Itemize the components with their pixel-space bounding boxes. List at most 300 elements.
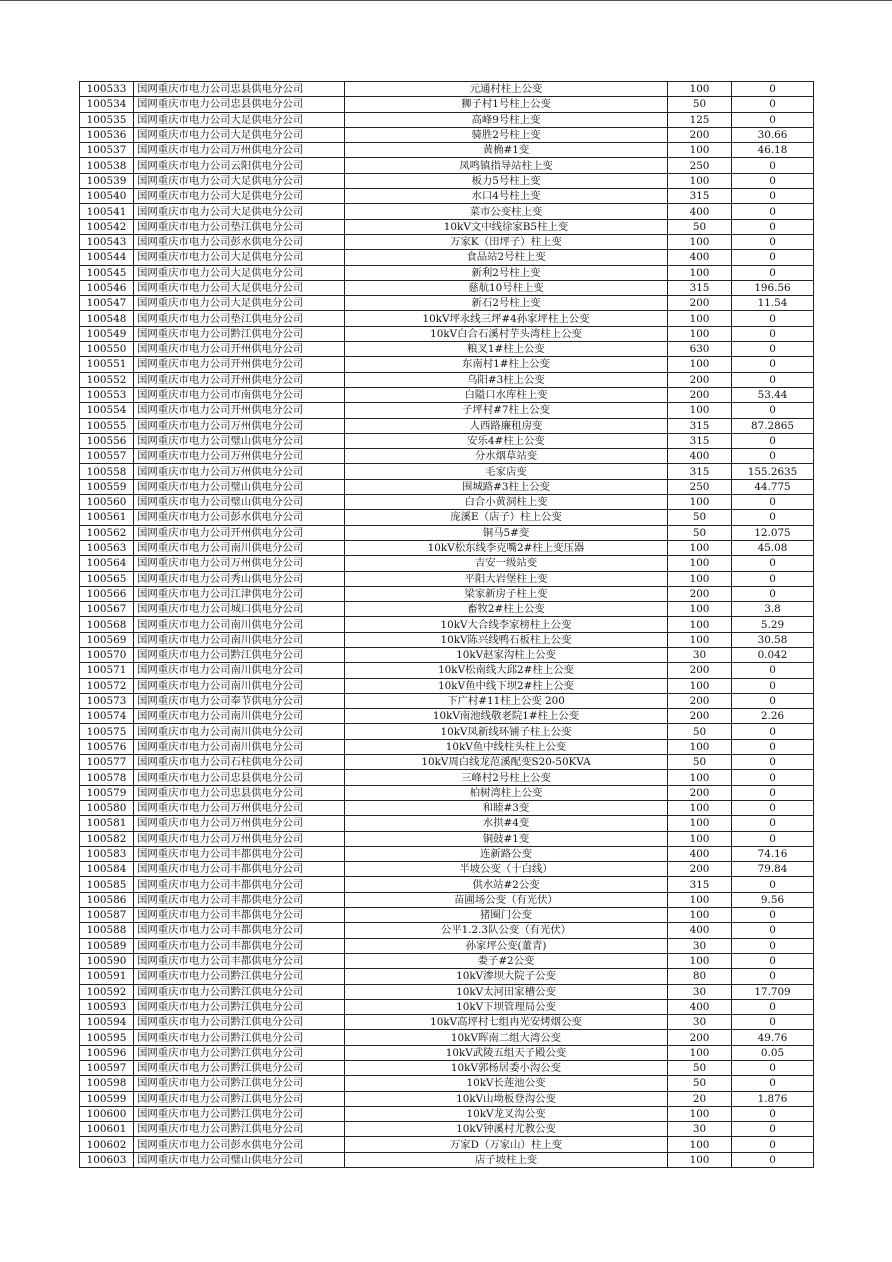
row-id-cell: 100537 [80,143,134,158]
row-id-cell: 100557 [80,449,134,464]
table-row [80,510,814,525]
row-id-cell: 100562 [80,525,134,540]
table-row [80,984,814,999]
row-id-cell: 100585 [80,877,134,892]
table-row [80,647,814,662]
company-cell: 国网重庆市电力公司黔江供电分公司 [134,1030,345,1045]
capacity-cell: 30 [668,984,732,999]
capacity-cell: 315 [668,418,732,433]
capacity-cell: 200 [668,586,732,601]
transformer-name-cell: 10kV鱼中线柱头柱上公变 [345,739,668,754]
table-row [80,250,814,265]
transformer-name-cell: 半坡公变（十白线） [345,862,668,877]
table-row [80,969,814,984]
table-row [80,632,814,647]
row-id-cell: 100558 [80,464,134,479]
value-cell: 17.709 [732,984,814,999]
table-row [80,1137,814,1152]
transformer-name-cell: 10kV下坝管理局公变 [345,999,668,1014]
transformer-name-cell: 围城路#3柱上公变 [345,479,668,494]
company-cell: 国网重庆市电力公司南川供电分公司 [134,663,345,678]
row-id-cell: 100577 [80,755,134,770]
table-row [80,1061,814,1076]
company-cell: 国网重庆市电力公司忠县供电分公司 [134,97,345,112]
table-row [80,556,814,571]
row-id-cell: 100591 [80,969,134,984]
row-id-cell: 100554 [80,403,134,418]
capacity-cell: 400 [668,204,732,219]
capacity-cell: 315 [668,877,732,892]
table-row [80,357,814,372]
capacity-cell: 200 [668,785,732,800]
transformer-name-cell: 10kV晖南二组大湾公变 [345,1030,668,1045]
row-id-cell: 100582 [80,831,134,846]
company-cell: 国网重庆市电力公司大足供电分公司 [134,112,345,127]
table-row [80,97,814,112]
company-cell: 国网重庆市电力公司南川供电分公司 [134,678,345,693]
table-row [80,234,814,249]
company-cell: 国网重庆市电力公司黔江供电分公司 [134,647,345,662]
value-cell: 155.2635 [732,464,814,479]
capacity-cell: 100 [668,908,732,923]
value-cell: 87.2865 [732,418,814,433]
transformer-name-cell: 白隘口水库柱上变 [345,387,668,402]
capacity-cell: 200 [668,663,732,678]
company-cell: 国网重庆市电力公司璧山供电分公司 [134,433,345,448]
transformer-name-cell: 骑胜2号柱上变 [345,127,668,142]
capacity-cell: 200 [668,693,732,708]
table-row [80,724,814,739]
row-id-cell: 100535 [80,112,134,127]
table-row [80,617,814,632]
row-id-cell: 100547 [80,296,134,311]
table-row [80,204,814,219]
transformer-name-cell: 10kV龙叉沟公变 [345,1106,668,1121]
value-cell: 0 [732,495,814,510]
transformer-name-cell: 慈航10号柱上变 [345,280,668,295]
capacity-cell: 250 [668,158,732,173]
table-row [80,387,814,402]
value-cell: 74.16 [732,846,814,861]
transformer-name-cell: 店子坡柱上变 [345,1152,668,1167]
capacity-cell: 200 [668,862,732,877]
value-cell: 0 [732,693,814,708]
capacity-cell: 50 [668,97,732,112]
transformer-name-cell: 梁家新房子柱上变 [345,586,668,601]
company-cell: 国网重庆市电力公司开州供电分公司 [134,525,345,540]
transformer-name-cell: 食品站2号柱上变 [345,250,668,265]
row-id-cell: 100545 [80,265,134,280]
transformer-name-cell: 和睦#3变 [345,800,668,815]
company-cell: 国网重庆市电力公司垫江供电分公司 [134,219,345,234]
transformer-name-cell: 东南村1#柱上公变 [345,357,668,372]
table-row [80,877,814,892]
value-cell: 0 [732,173,814,188]
row-id-cell: 100593 [80,999,134,1014]
table-row [80,953,814,968]
row-id-cell: 100594 [80,1015,134,1030]
row-id-cell: 100597 [80,1061,134,1076]
value-cell: 0 [732,82,814,97]
value-cell: 0 [732,234,814,249]
capacity-cell: 200 [668,709,732,724]
value-cell: 0 [732,969,814,984]
capacity-cell: 250 [668,479,732,494]
capacity-cell: 100 [668,540,732,555]
row-id-cell: 100533 [80,82,134,97]
table-row [80,1015,814,1030]
table-row [80,495,814,510]
table-row [80,143,814,158]
company-cell: 国网重庆市电力公司黔江供电分公司 [134,1122,345,1137]
capacity-cell: 100 [668,1106,732,1121]
capacity-cell: 50 [668,525,732,540]
row-id-cell: 100571 [80,663,134,678]
company-cell: 国网重庆市电力公司万州供电分公司 [134,418,345,433]
company-cell: 国网重庆市电力公司大足供电分公司 [134,189,345,204]
row-id-cell: 100579 [80,785,134,800]
table-row [80,663,814,678]
value-cell: 0 [732,938,814,953]
value-cell: 0 [732,342,814,357]
transformer-name-cell: 铜马5#变 [345,525,668,540]
transformer-name-cell: 三峰村2号柱上公变 [345,770,668,785]
capacity-cell: 400 [668,449,732,464]
capacity-cell: 100 [668,816,732,831]
capacity-cell: 100 [668,800,732,815]
transformer-name-cell: 水拱#4变 [345,816,668,831]
company-cell: 国网重庆市电力公司开州供电分公司 [134,357,345,372]
capacity-cell: 100 [668,632,732,647]
value-cell: 0 [732,724,814,739]
table-row [80,464,814,479]
table-row [80,892,814,907]
value-cell: 79.84 [732,862,814,877]
company-cell: 国网重庆市电力公司大足供电分公司 [134,204,345,219]
transformer-name-cell: 10kV长莲池公变 [345,1076,668,1091]
row-id-cell: 100603 [80,1152,134,1167]
value-cell: 3.8 [732,602,814,617]
value-cell: 0 [732,831,814,846]
table-row [80,280,814,295]
transformer-name-cell: 连新路公变 [345,846,668,861]
row-id-cell: 100598 [80,1076,134,1091]
row-id-cell: 100575 [80,724,134,739]
capacity-cell: 630 [668,342,732,357]
value-cell: 0 [732,678,814,693]
table-row [80,755,814,770]
transformer-name-cell: 子坪村#7柱上公变 [345,403,668,418]
value-cell: 30.66 [732,127,814,142]
table-row [80,127,814,142]
company-cell: 国网重庆市电力公司忠县供电分公司 [134,82,345,97]
capacity-cell: 50 [668,1076,732,1091]
value-cell: 0 [732,158,814,173]
capacity-cell: 100 [668,556,732,571]
row-id-cell: 100572 [80,678,134,693]
value-cell: 0 [732,97,814,112]
company-cell: 国网重庆市电力公司璧山供电分公司 [134,479,345,494]
transformer-name-cell: 10kV松南线大邱2#柱上公变 [345,663,668,678]
transformer-name-cell: 10kV钟溪村尤教公变 [345,1122,668,1137]
value-cell: 0 [732,403,814,418]
row-id-cell: 100570 [80,647,134,662]
table-row [80,1122,814,1137]
table-row [80,418,814,433]
transformer-name-cell: 柏树湾柱上公变 [345,785,668,800]
company-cell: 国网重庆市电力公司大足供电分公司 [134,296,345,311]
row-id-cell: 100601 [80,1122,134,1137]
transformer-name-cell: 板力5号柱上变 [345,173,668,188]
row-id-cell: 100540 [80,189,134,204]
capacity-cell: 50 [668,1061,732,1076]
capacity-cell: 400 [668,923,732,938]
table-row [80,709,814,724]
company-cell: 国网重庆市电力公司黔江供电分公司 [134,984,345,999]
table-row [80,571,814,586]
value-cell: 44.775 [732,479,814,494]
row-id-cell: 100565 [80,571,134,586]
transformer-name-cell: 铜鼓#1变 [345,831,668,846]
company-cell: 国网重庆市电力公司南川供电分公司 [134,540,345,555]
row-id-cell: 100590 [80,953,134,968]
company-cell: 国网重庆市电力公司万州供电分公司 [134,800,345,815]
row-id-cell: 100538 [80,158,134,173]
capacity-cell: 315 [668,189,732,204]
capacity-cell: 400 [668,999,732,1014]
value-cell: 0.05 [732,1045,814,1060]
transformer-name-cell: 10kV周白线龙范溪配变S20-50KVA [345,755,668,770]
transformer-name-cell: 10kV武陵五组天子殿公变 [345,1045,668,1060]
transformer-name-cell: 公平1.2.3队公变（有光伏） [345,923,668,938]
capacity-cell: 100 [668,173,732,188]
value-cell: 0 [732,785,814,800]
capacity-cell: 100 [668,143,732,158]
transformer-name-cell: 新石2号柱上变 [345,296,668,311]
company-cell: 国网重庆市电力公司南川供电分公司 [134,632,345,647]
table-row [80,999,814,1014]
company-cell: 国网重庆市电力公司丰都供电分公司 [134,938,345,953]
transformer-name-cell: 10kV赵家沟柱上公变 [345,647,668,662]
table-row [80,479,814,494]
row-id-cell: 100541 [80,204,134,219]
row-id-cell: 100587 [80,908,134,923]
transformer-name-cell: 白合小黄洞柱上变 [345,495,668,510]
capacity-cell: 100 [668,265,732,280]
row-id-cell: 100583 [80,846,134,861]
row-id-cell: 100576 [80,739,134,754]
row-id-cell: 100573 [80,693,134,708]
company-cell: 国网重庆市电力公司开州供电分公司 [134,342,345,357]
company-cell: 国网重庆市电力公司丰都供电分公司 [134,846,345,861]
value-cell: 0 [732,372,814,387]
capacity-cell: 100 [668,403,732,418]
row-id-cell: 100581 [80,816,134,831]
row-id-cell: 100551 [80,357,134,372]
table-row [80,816,814,831]
table-row [80,326,814,341]
value-cell: 53.44 [732,387,814,402]
value-cell: 0 [732,571,814,586]
table-row [80,938,814,953]
capacity-cell: 50 [668,510,732,525]
transformer-name-cell: 猪圈门公变 [345,908,668,923]
value-cell: 0 [732,326,814,341]
capacity-cell: 30 [668,647,732,662]
transformer-name-cell: 粮叉1#柱上公变 [345,342,668,357]
capacity-cell: 100 [668,678,732,693]
row-id-cell: 100578 [80,770,134,785]
company-cell: 国网重庆市电力公司丰都供电分公司 [134,908,345,923]
value-cell: 5.29 [732,617,814,632]
table-row [80,342,814,357]
capacity-cell: 30 [668,1015,732,1030]
value-cell: 0 [732,189,814,204]
transformer-name-cell: 10kV南池线敬老院1#柱上公变 [345,709,668,724]
value-cell: 0 [732,265,814,280]
capacity-cell: 200 [668,387,732,402]
row-id-cell: 100584 [80,862,134,877]
row-id-cell: 100552 [80,372,134,387]
value-cell: 0 [732,999,814,1014]
value-cell: 0 [732,204,814,219]
company-cell: 国网重庆市电力公司璧山供电分公司 [134,495,345,510]
value-cell: 0 [732,357,814,372]
row-id-cell: 100599 [80,1091,134,1106]
capacity-cell: 100 [668,234,732,249]
row-id-cell: 100588 [80,923,134,938]
table-row [80,311,814,326]
company-cell: 国网重庆市电力公司丰都供电分公司 [134,892,345,907]
table-row [80,831,814,846]
company-cell: 国网重庆市电力公司奉节供电分公司 [134,693,345,708]
transformer-name-cell: 10kV渗坝大院子公变 [345,969,668,984]
value-cell: 11.54 [732,296,814,311]
transformer-name-cell: 菜市公变柱上变 [345,204,668,219]
row-id-cell: 100544 [80,250,134,265]
transformer-name-cell: 万家D（万家山）柱上变 [345,1137,668,1152]
company-cell: 国网重庆市电力公司大足供电分公司 [134,250,345,265]
capacity-cell: 200 [668,1030,732,1045]
row-id-cell: 100539 [80,173,134,188]
capacity-cell: 315 [668,464,732,479]
value-cell: 0 [732,908,814,923]
value-cell: 0 [732,739,814,754]
capacity-cell: 100 [668,82,732,97]
value-cell: 2.26 [732,709,814,724]
value-cell: 0 [732,816,814,831]
value-cell: 49.76 [732,1030,814,1045]
table-row [80,785,814,800]
capacity-cell: 30 [668,938,732,953]
company-cell: 国网重庆市电力公司黔江供电分公司 [134,1061,345,1076]
company-cell: 国网重庆市电力公司万州供电分公司 [134,143,345,158]
company-cell: 国网重庆市电力公司南川供电分公司 [134,724,345,739]
transformer-name-cell: 娄子#2公变 [345,953,668,968]
transformer-name-cell: 10kV凤新线环铺子柱上公变 [345,724,668,739]
capacity-cell: 20 [668,1091,732,1106]
row-id-cell: 100550 [80,342,134,357]
value-cell: 0 [732,1061,814,1076]
company-cell: 国网重庆市电力公司黔江供电分公司 [134,969,345,984]
company-cell: 国网重庆市电力公司万州供电分公司 [134,556,345,571]
table-row [80,296,814,311]
table-row [80,189,814,204]
company-cell: 国网重庆市电力公司城口供电分公司 [134,602,345,617]
capacity-cell: 30 [668,1122,732,1137]
row-id-cell: 100556 [80,433,134,448]
company-cell: 国网重庆市电力公司大足供电分公司 [134,127,345,142]
row-id-cell: 100600 [80,1106,134,1121]
table-row [80,265,814,280]
transformer-name-cell: 安乐4#柱上公变 [345,433,668,448]
value-cell: 0.042 [732,647,814,662]
value-cell: 0 [732,755,814,770]
transformer-name-cell: 新利2号柱上变 [345,265,668,280]
company-cell: 国网重庆市电力公司丰都供电分公司 [134,862,345,877]
company-cell: 国网重庆市电力公司彭水供电分公司 [134,234,345,249]
table-body [80,82,814,1168]
transformer-name-cell: 10kV山坳板登沟公变 [345,1091,668,1106]
table-row [80,219,814,234]
table-row [80,846,814,861]
transformer-name-cell: 人西路廉租房变 [345,418,668,433]
transformer-name-cell: 供水站#2公变 [345,877,668,892]
row-id-cell: 100563 [80,540,134,555]
company-cell: 国网重庆市电力公司彭水供电分公司 [134,510,345,525]
value-cell: 0 [732,250,814,265]
company-cell: 国网重庆市电力公司黔江供电分公司 [134,1091,345,1106]
row-id-cell: 100561 [80,510,134,525]
value-cell: 0 [732,586,814,601]
company-cell: 国网重庆市电力公司万州供电分公司 [134,464,345,479]
row-id-cell: 100555 [80,418,134,433]
transformer-name-cell: 10kV高坪村七组冉光安烤烟公变 [345,1015,668,1030]
company-cell: 国网重庆市电力公司丰都供电分公司 [134,923,345,938]
table-row [80,525,814,540]
capacity-cell: 100 [668,953,732,968]
company-cell: 国网重庆市电力公司开州供电分公司 [134,372,345,387]
transformer-name-cell: 10kV鱼中线下坝2#柱上公变 [345,678,668,693]
table-row [80,586,814,601]
table-row [80,433,814,448]
row-id-cell: 100549 [80,326,134,341]
capacity-cell: 100 [668,1045,732,1060]
table-row [80,82,814,97]
value-cell: 0 [732,1122,814,1137]
capacity-cell: 315 [668,280,732,295]
row-id-cell: 100568 [80,617,134,632]
transformer-name-cell: 苗圃场公变（有光伏） [345,892,668,907]
row-id-cell: 100543 [80,234,134,249]
value-cell: 0 [732,1152,814,1167]
value-cell: 0 [732,770,814,785]
table-row [80,173,814,188]
value-cell: 45.08 [732,540,814,555]
top-rule [0,0,892,1]
company-cell: 国网重庆市电力公司大足供电分公司 [134,280,345,295]
transformer-name-cell: 10kV坪永线三坪#4孙家坪柱上公变 [345,311,668,326]
company-cell: 国网重庆市电力公司云阳供电分公司 [134,158,345,173]
table-row [80,403,814,418]
transformer-name-cell: 10kV太河田家槽公变 [345,984,668,999]
capacity-cell: 100 [668,892,732,907]
capacity-cell: 400 [668,846,732,861]
table-row [80,1091,814,1106]
row-id-cell: 100574 [80,709,134,724]
capacity-cell: 100 [668,311,732,326]
transformer-name-cell: 毛家店变 [345,464,668,479]
